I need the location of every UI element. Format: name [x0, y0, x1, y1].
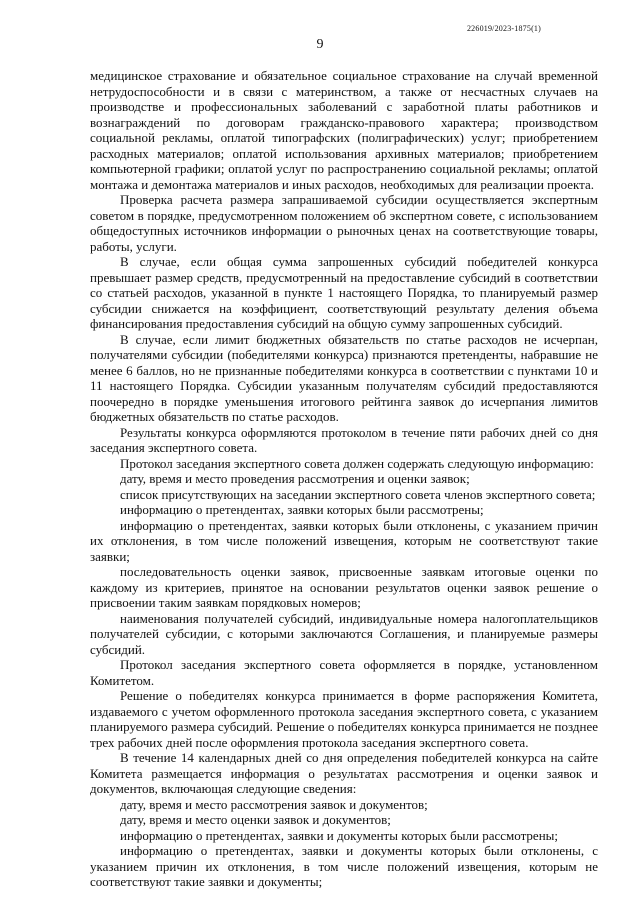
list-item: список присутствующих на заседании экспертного совета членов экспертного совета; [120, 486, 596, 502]
list-item: информацию о претендентах, заявки которых были рассмотрены; [120, 502, 484, 517]
paragraph-subsidy-excess: В случае, если общая сумма запрошенных субсидий победителей конкурса превышает размер средств, предусмотренный на предоставление субсидий в соответствии со статьей расходов, указанной в пункте 1 настоящего Порядка, то планируемый размер субсидии снижается на коэффициент, соответствующий результату деления объема финансирования предоставления субсидий на общую сумму запрошенных субсидий. [90, 254, 598, 331]
paragraph-results-protocol: Результаты конкурса оформляются протоколом в течение пяти рабочих дней со дня заседания экспертного совета. [90, 424, 598, 455]
list-item: наименования получателей субсидий, индивидуальные номера налогоплательщиков получателей субсидии, с которыми заключаются Соглашения, и планируемые размеры субсидий. [90, 610, 598, 657]
paragraph-budget-limit: В случае, если лимит бюджетных обязательств по статье расходов не исчерпан, получателями субсидии (победителями конкурса) признаются претенденты, набравшие не менее 6 баллов, но не признанные победителями конкурса в соответствии с пунктами 10 и 11 настоящего Порядка. Субсидии указанным получателям субсидий предоставляются поочередно в порядке уменьшения итогового рейтинга заявок до исчерпания лимитов бюджетных обязательств по статье расходов. [90, 331, 598, 424]
page-number: 9 [316, 37, 324, 52]
paragraph-protocol-order: Протокол заседания экспертного совета оформляется в порядке, установленном Комитетом. [90, 657, 598, 688]
paragraph-winners-decision: Решение о победителях конкурса принимается в форме распоряжения Комитета, издаваемого с учетом оформленного протокола заседания экспертного совета, с указанием планируемого размера субсидий. Решение о победителях конкурса принимается не позднее трех рабочих дней после оформления протокола заседания экспертного совета. [90, 688, 598, 750]
list-item: дату, время и место рассмотрения заявок и документов; [120, 796, 428, 812]
paragraph-continuation: медицинское страхование и обязательное социальное страхование на случай временной нетрудоспособности и в связи с материнством, а также от несчастных случаев на производстве и профессиональных заболеваний с заработной платы работников и вознаграждений по договорам гражданско-правового характера; производством социальной рекламы, оплатой типографских (полиграфических) услуг; приобретением расходных материалов; оплатой использования архивных материалов; приобретением компьютерной графики; оплатой услуг по распространению социальной рекламы; оплатой монтажа и демонтажа материалов и иных расходов, необходимых для реализации проекта. [90, 68, 598, 192]
list-item: информацию о претендентах, заявки которых были отклонены, с указанием причин их отклонения, в том числе положений извещения, которым не соответствуют такие заявки; [90, 517, 598, 564]
list-item: дату, время и место проведения рассмотрения и оценки заявок; [120, 471, 470, 486]
paragraph-publication: В течение 14 календарных дней со дня определения победителей конкурса на сайте Комитета размещается информация о результатах рассмотрения и оценки заявок и документов, включающая следующие сведения: [90, 750, 598, 796]
paragraph-protocol-contents: Протокол заседания экспертного совета должен содержать следующую информацию: [120, 455, 594, 471]
list-item: информацию о претендентах, заявки и документы которых были рассмотрены; [120, 827, 559, 843]
paragraph-subsidy-check: Проверка расчета размера запрашиваемой субсидии осуществляется экспертным советом в порядке, предусмотренном положением об экспертном совете, с использованием общедоступных источников информации о рыночных ценах на соответствующие товары, работы, услуги. [90, 192, 598, 254]
list-item: дату, время и место оценки заявок и документов; [120, 812, 391, 827]
list-item: последовательность оценки заявок, присвоенные заявкам итоговые оценки по каждому из критериев, принятое на основании результатов оценки заявок решение о присвоении таким заявкам порядковых номеров; [90, 564, 598, 610]
list-item: информацию о претендентах, заявки и документы которых были отклонены, с указанием причин их отклонения, в том числе положений извещения, которым не соответствуют такие заявки и документы; [90, 843, 598, 889]
document-body [90, 68, 598, 890]
document-registration-number: 226019/2023-1875(1) [466, 24, 541, 33]
